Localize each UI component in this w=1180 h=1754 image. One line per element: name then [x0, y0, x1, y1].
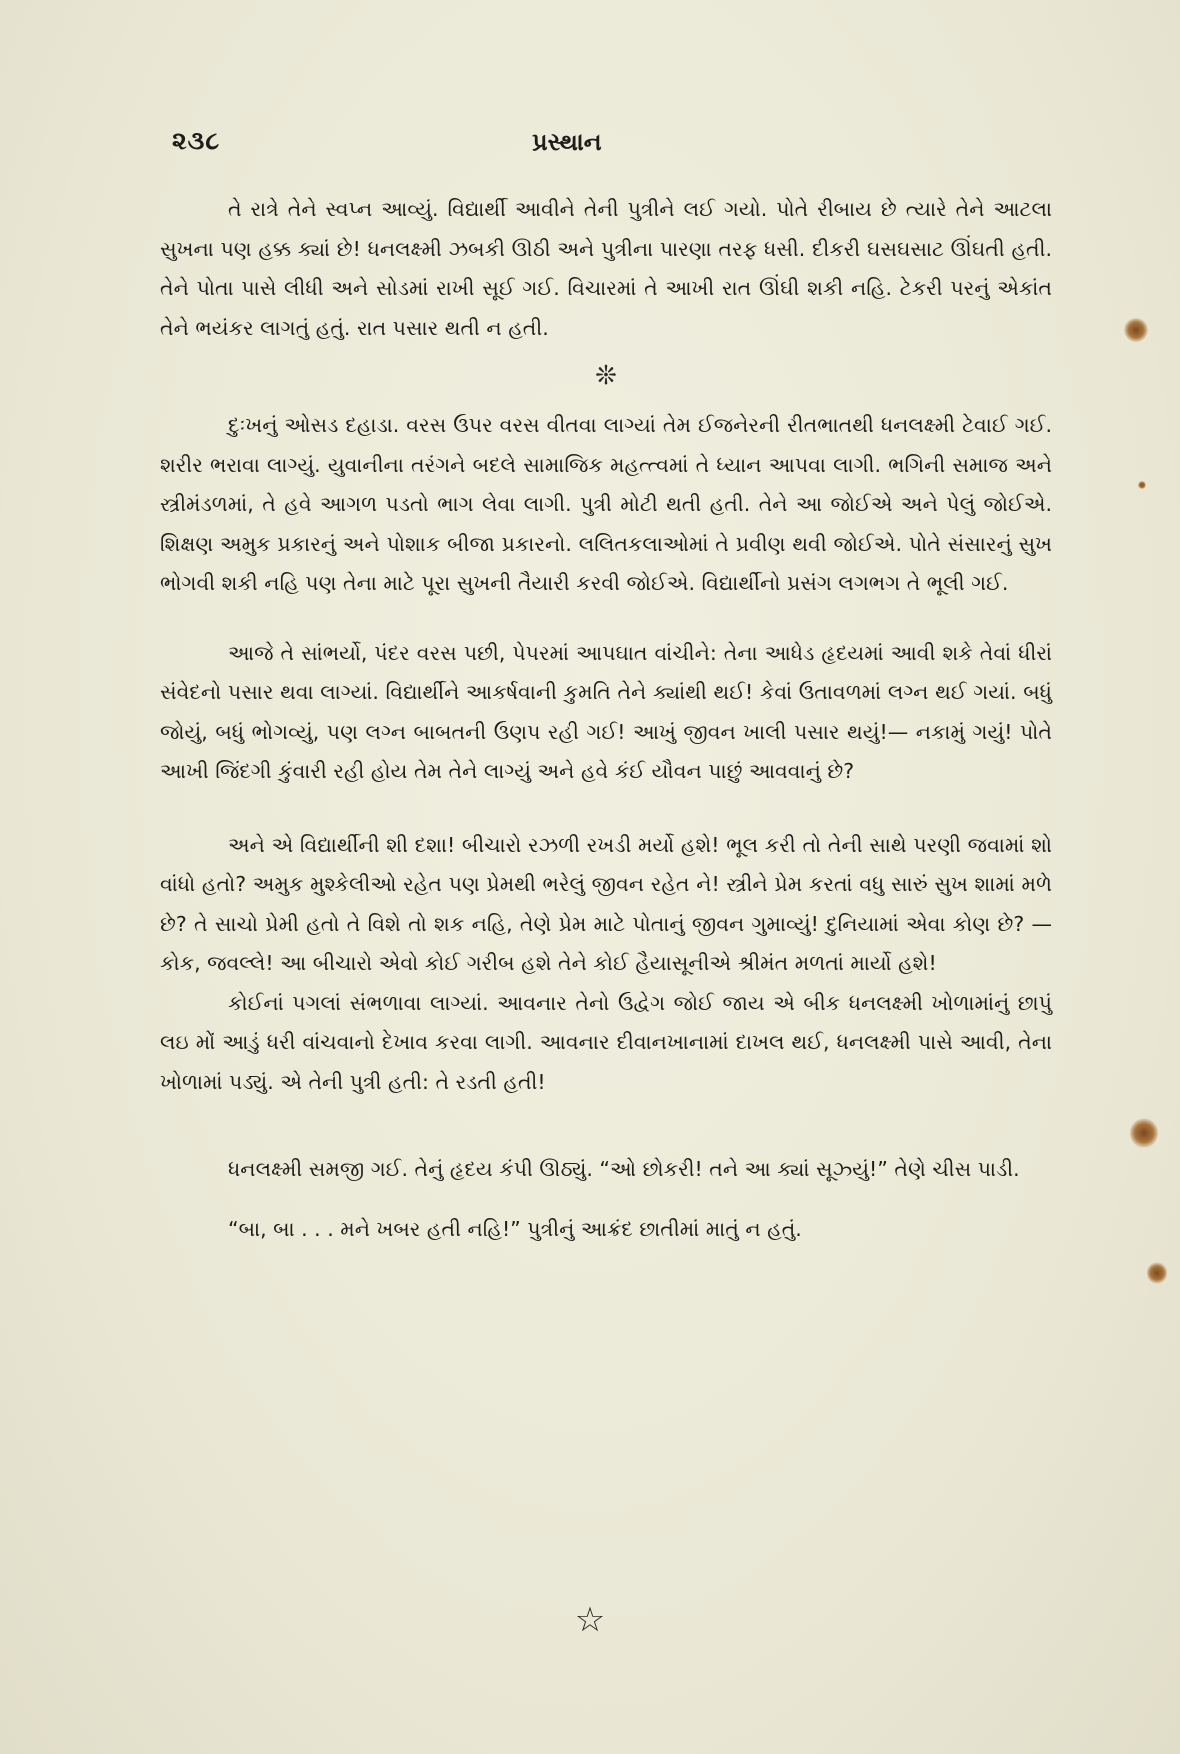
paragraph-remembered: આજે તે સાંભર્યો, પંદર વરસ પછી, પેપરમાં આપઘાત વાંચીને: તેના આધેડ હૃદયમાં આવી શકે તેવાં ધીરાં સંવેદનો પસાર થવા લાગ્યાં. વિદ્યાર્થીને આકર્ષવાની કુમતિ તેને ક્યાંથી થઈ! કેવાં ઉતાવળમાં લગ્ન થઈ ગયાં. બધું જોયું, બધું ભોગવ્યું, પણ લગ્ન બાબતની ઉણપ રહી ગઈ! આખું જીવન ખાલી પસાર થયું!— નકામું ગયું! પોતે આખી જિંદગી કુંવારી રહી હોય તેમ તેને લાગ્યું અને હવે કંઈ યૌવન પાછું આવવાનું છે? — [160, 640, 1052, 783]
paragraph-understood: ધનલક્ષ્મી સમજી ગઈ. તેનું હૃદય કંપી ઊઠ્યું. “ઓ છોકરી! તને આ ક્યાં સૂઝ્યું!” તેણે ચીસ પાડી. — [228, 1157, 1020, 1181]
paragraph-student-fate: અને એ વિદ્યાર્થીની શી દશા! બીચારો રઝળી રખડી મર્યો હશે! ભૂલ કરી તો તેની સાથે પરણી જવામાં શો વાંધો હતો? અમુક મુશ્કેલીઓ રહેત પણ પ્રેમથી ભરેલું જીવન રહેત ને! સ્ત્રીને પ્રેમ કરતાં વધુ સારું સુખ શામાં મળે છે? તે સાચો પ્રેમી હતો તે વિશે તો શક નહિ, તેણે પ્રેમ માટે પોતાનું જીવન ગુમાવ્યું! દુનિયામાં એવા કોણ છે? —કોક, જવલ્લે! આ બીચારો એવો કોઈ ગરીબ હશે તેને કોઈ હૈયાસૂનીએ શ્રીમંત મળતાં માર્યો હશે! — [160, 832, 1052, 975]
foxing-stain — [1147, 1262, 1167, 1284]
page-header — [172, 126, 1052, 166]
paragraph-years-pass: દુઃખનું ઓસડ દહાડા. વરસ ઉપર વરસ વીતવા લાગ્યાં તેમ ઈજનેરની રીતભાતથી ધનલક્ષ્મી ટેવાઈ ગઈ. શરીર ભરાવા લાગ્યું. યુવાનીના તરંગને બદલે સામાજિક મહત્ત્વમાં તે ધ્યાન આપવા લાગી. ભગિની સમાજ અને સ્ત્રીમંડળમાં, તે હવે આગળ પડતો ભાગ લેવા લાગી. પુત્રી મોટી થતી હતી. તેને આ જોઈએ અને પેલું જોઈએ. શિક્ષણ અમુક પ્રકારનું અને પોશાક બીજા પ્રકારનો. લલિતકલાઓમાં તે પ્રવીણ થવી જોઈએ. પોતે સંસારનું સુખ ભોગવી શકી નહિ પણ તેના માટે પૂરા સુખની તૈયારી કરવી જોઈએ. વિદ્યાર્થીનો પ્રસંગ લગભગ તે ભૂલી ગઈ. — [160, 413, 1052, 595]
running-title: પ્રસ્થાન — [532, 128, 602, 156]
body-text — [160, 190, 1052, 1249]
foxing-stain — [1130, 1118, 1158, 1148]
foxing-stain — [1138, 481, 1146, 489]
section-break-asterism: ❊ — [595, 361, 617, 391]
paragraph-dream: તે રાત્રે તેને સ્વપ્ન આવ્યું. વિદ્યાર્થી આવીને તેની પુત્રીને લઈ ગયો. પોતે રીબાય છે ત્યારે તેને આટલા સુખના પણ હક્ક ક્યાં છે! ધનલક્ષ્મી ઝબકી ઊઠી અને પુત્રીના પારણા તરફ ધસી. દીકરી ઘસઘસાટ ઊંઘતી હતી. તેને પોતા પાસે લીધી અને સોડમાં રાખી સૂઈ ગઈ. વિચારમાં તે આખી રાત ઊંઘી શકી નહિ. ટેકરી પરનું એકાંત તેને ભયંકર લાગતું હતું. રાત પસાર થતી ન હતી. — [160, 197, 1052, 340]
page-number: ૨૩૮ — [172, 126, 221, 155]
end-star-icon: ☆ — [574, 1600, 606, 1640]
foxing-stain — [1124, 318, 1148, 342]
paragraph-footsteps: કોઈનાં પગલાં સંભળાવા લાગ્યાં. આવનાર તેનો ઉદ્વેગ જોઈ જાય એ બીક ધનલક્ષ્મી ખોળામાંનું છાપું લઇ મોં આડું ધરી વાંચવાનો દેખાવ કરવા લાગી. આવનાર દીવાનખાનામાં દાખલ થઈ, ધનલક્ષ્મી પાસે આવી, તેના ખોળામાં પડ્યું. એ તેની પુત્રી હતી: તે રડતી હતી! — [160, 990, 1052, 1094]
paragraph-daughter-cry: “બા, બા . . . મને ખબર હતી નહિ!” પુત્રીનું આક્રંદ છાતીમાં માતું ન હતું. — [228, 1216, 802, 1241]
